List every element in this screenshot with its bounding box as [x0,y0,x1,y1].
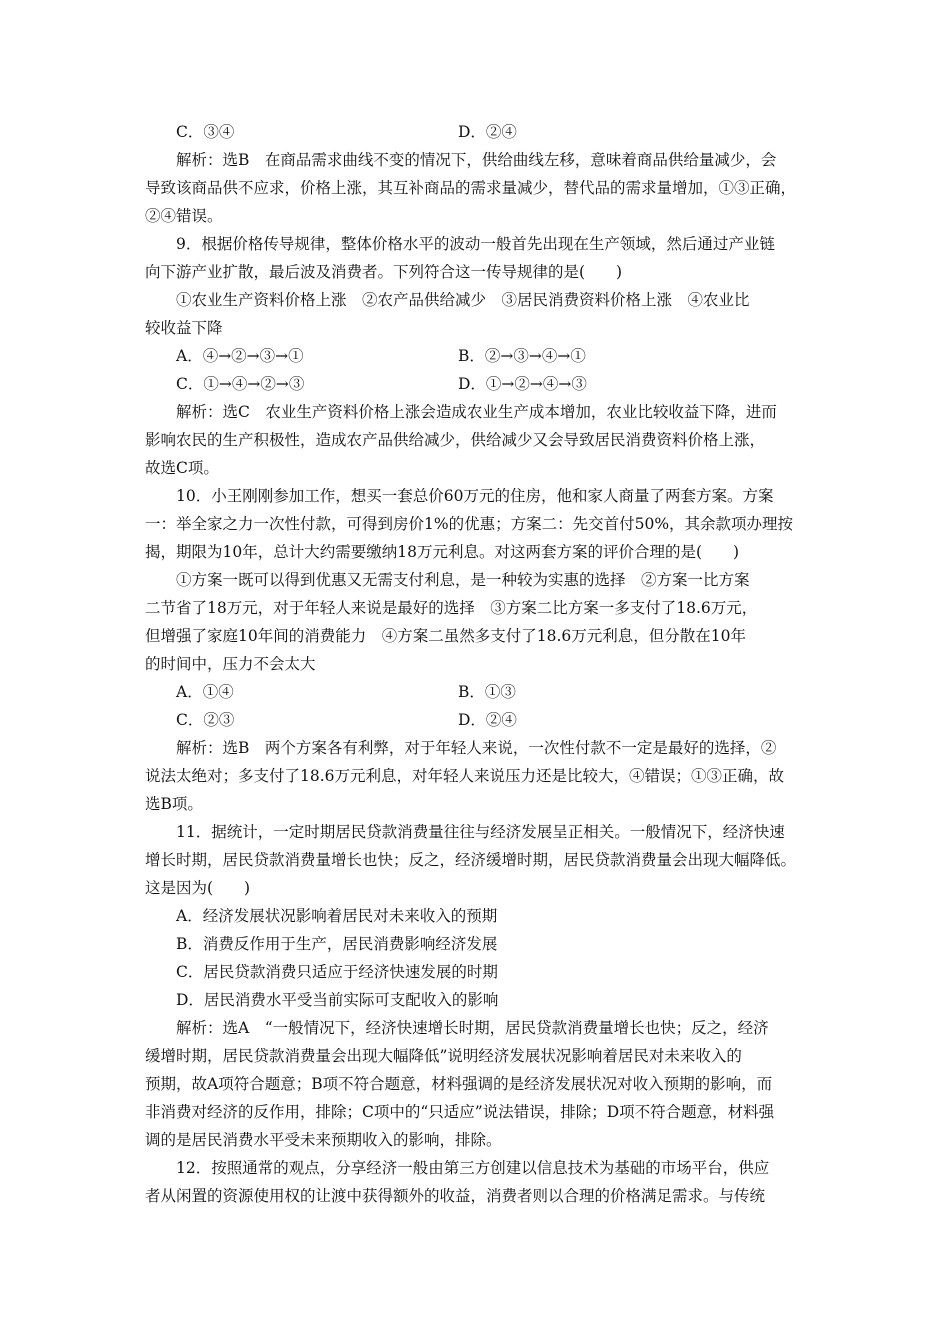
text-line: 故选C项。 [145,459,219,477]
option-left: C．①→④→②→③ [176,375,305,393]
text-line: 12．按照通常的观点，分享经济一般由第三方创建以信息技术为基础的市场平台，供应 [176,1159,770,1177]
text-line: ②④错误。 [145,207,223,225]
text-line: D．居民消费水平受当前实际可支配收入的影响 [176,991,499,1009]
option-left: C．③④ [176,123,235,141]
text-line: 解析：选B 两个方案各有利弊，对于年轻人来说，一次性付款不一定是最好的选择，② [176,739,777,757]
option-left: A．①④ [176,683,234,701]
text-line: 说法太绝对；多支付了18.6万元利息，对年轻人来说压力还是比较大，④错误；①③正确，故 [145,767,785,785]
text-line: 导致该商品供不应求，价格上涨，其互补商品的需求量减少，替代品的需求量增加，①③正确， [145,179,797,197]
text-line: ①农业生产资料价格上涨 ②农产品供给减少 ③居民消费资料价格上涨 ④农业比 [176,291,750,309]
text-line: 的时间中，压力不会太大 [145,655,316,673]
text-line: 调的是居民消费水平受未来预期收入的影响，排除。 [145,1131,502,1149]
option-left: A．④→②→③→① [176,347,304,365]
text-line: 解析：选A “一般情况下，经济快速增长时期，居民贷款消费量增长也快；反之，经济 [176,1019,769,1037]
option-row [176,710,517,730]
text-line: 选B项。 [145,795,203,813]
option-row [176,682,516,702]
text-line: C．居民贷款消费只适应于经济快速发展的时期 [176,963,498,981]
text-line: ①方案一既可以得到优惠又无需支付利息，是一种较为实惠的选择 ②方案一比方案 [176,571,750,589]
option-right: D．②④ [458,123,517,141]
option-row [176,374,587,394]
text-line: 二节省了18万元，对于年轻人来说是最好的选择 ③方案二比方案一多支付了18.6万元， [145,599,758,617]
text-line: 较收益下降 [145,319,223,337]
text-line: 者从闲置的资源使用权的让渡中获得额外的收益，消费者则以合理的价格满足需求。与传统 [145,1187,766,1205]
text-line: A．经济发展状况影响着居民对未来收入的预期 [176,907,498,925]
option-row [176,346,586,366]
text-line: 揭，期限为10年，总计大约需要缴纳18万元利息。对这两套方案的评价合理的是( ) [145,543,740,561]
option-row [176,122,517,142]
text-line: 9．根据价格传导规律，整体价格水平的波动一般首先出现在生产领域，然后通过产业链 [176,235,775,253]
text-line: 向下游产业扩散，最后波及消费者。下列符合这一传导规律的是( ) [145,263,623,281]
text-line: 但增强了家庭10年间的消费能力 ④方案二虽然多支付了18.6万元利息，但分散在10年 [145,627,746,645]
option-right: D．②④ [458,711,517,729]
text-line: 一：举全家之力一次性付款，可得到房价1%的优惠；方案二：先交首付50%，其余款项办理按 [145,515,794,533]
text-line: B．消费反作用于生产，居民消费影响经济发展 [176,935,498,953]
text-line: 增长时期，居民贷款消费量增长也快；反之，经济缓增时期，居民贷款消费量会出现大幅降低。 [145,851,797,869]
option-right: B．①③ [458,683,516,701]
text-line: 这是因为( ) [145,879,251,897]
option-right: D．①→②→④→③ [458,375,587,393]
option-right: B．②→③→④→① [458,347,586,365]
text-line: 非消费对经济的反作用，排除；C项中的“只适应”说法错误，排除；D项不符合题意，材料强 [145,1103,775,1121]
text-line: 影响农民的生产积极性，造成农产品供给减少，供给减少又会导致居民消费资料价格上涨， [145,431,766,449]
text-line: 解析：选C 农业生产资料价格上涨会造成农业生产成本增加，农业比较收益下降，进而 [176,403,777,421]
text-line: 解析：选B 在商品需求曲线不变的情况下，供给曲线左移，意味着商品供给量减少，会 [176,151,777,169]
text-line: 缓增时期，居民贷款消费量会出现大幅降低”说明经济发展状况影响着居民对未来收入的 [145,1047,742,1065]
text-line: 11．据统计，一定时期居民贷款消费量往往与经济发展呈正相关。一般情况下，经济快速 [176,823,785,841]
text-line: 预期，故A项符合题意；B项不符合题意，材料强调的是经济发展状况对收入预期的影响，而 [145,1075,773,1093]
option-left: C．②③ [176,711,235,729]
text-line: 10．小王刚刚参加工作，想买一套总价60万元的住房，他和家人商量了两套方案。方案 [176,487,774,505]
